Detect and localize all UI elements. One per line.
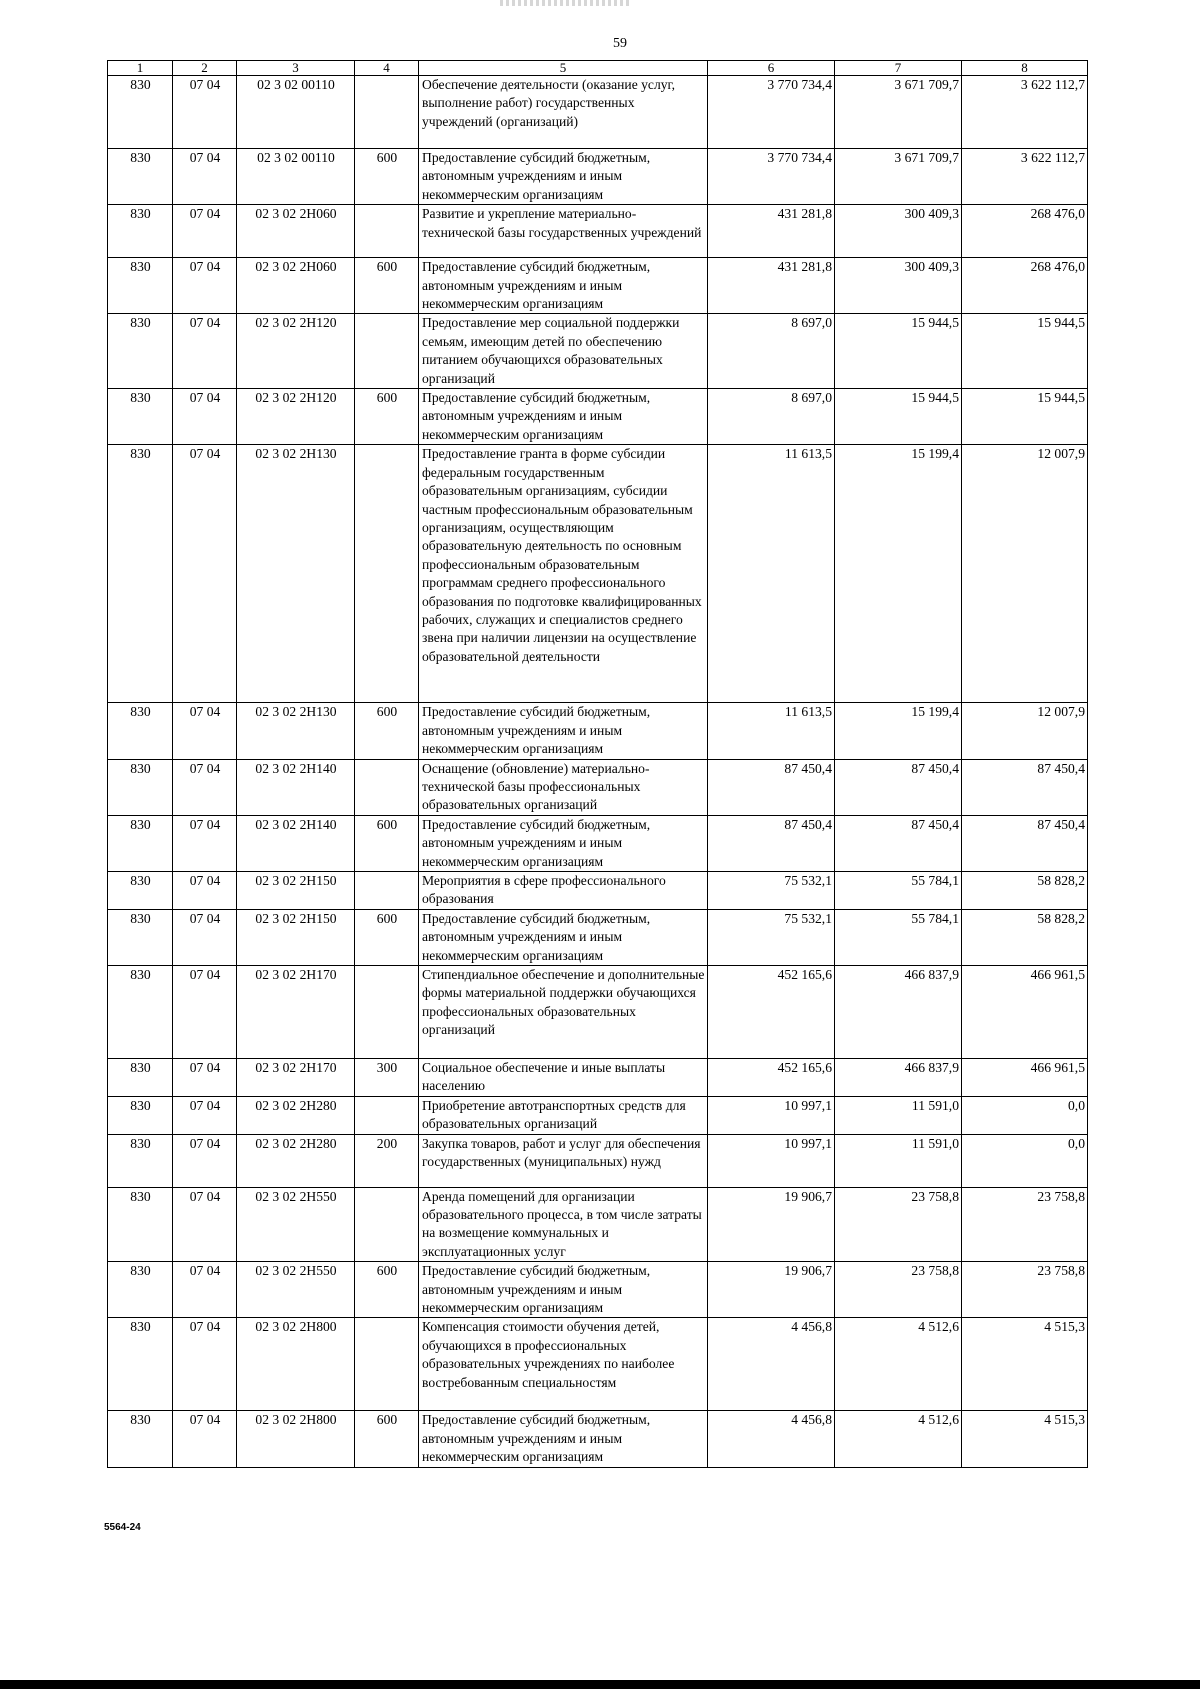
table-row <box>108 258 1088 314</box>
expense-type-cell <box>355 965 419 1058</box>
expense-type-cell: 600 <box>355 703 419 759</box>
amount-cell: 268 476,0 <box>962 205 1088 258</box>
code-cell: 830 <box>108 258 173 314</box>
amount-cell: 55 784,1 <box>835 871 962 909</box>
section-cell: 07 04 <box>173 1096 237 1134</box>
table-row <box>108 1411 1088 1467</box>
amount-cell: 12 007,9 <box>962 703 1088 759</box>
amount-cell: 11 613,5 <box>708 445 835 703</box>
description-cell: Оснащение (обновление) материально-технической базы профессиональных образовательных организаций <box>419 759 708 815</box>
table-row <box>108 759 1088 815</box>
column-header: 7 <box>835 61 962 76</box>
amount-cell: 466 837,9 <box>835 965 962 1058</box>
table-row <box>108 703 1088 759</box>
budget-table <box>107 60 1088 1468</box>
amount-cell: 268 476,0 <box>962 258 1088 314</box>
amount-cell: 10 997,1 <box>708 1096 835 1134</box>
amount-cell: 23 758,8 <box>835 1187 962 1262</box>
target-code-cell: 02 3 02 2Н150 <box>237 871 355 909</box>
section-cell: 07 04 <box>173 871 237 909</box>
amount-cell: 300 409,3 <box>835 258 962 314</box>
amount-cell: 87 450,4 <box>708 815 835 871</box>
section-cell: 07 04 <box>173 1318 237 1411</box>
section-cell: 07 04 <box>173 258 237 314</box>
description-cell: Предоставление субсидий бюджетным, автономным учреждениям и иным некоммерческим организациям <box>419 1411 708 1467</box>
section-cell: 07 04 <box>173 703 237 759</box>
expense-type-cell <box>355 871 419 909</box>
column-header: 1 <box>108 61 173 76</box>
amount-cell: 3 622 112,7 <box>962 76 1088 149</box>
section-cell: 07 04 <box>173 76 237 149</box>
table-row <box>108 76 1088 149</box>
amount-cell: 87 450,4 <box>708 759 835 815</box>
amount-cell: 23 758,8 <box>835 1262 962 1318</box>
description-cell: Стипендиальное обеспечение и дополнительные формы материальной поддержки обучающихся профессиональных образовательных организаций <box>419 965 708 1058</box>
column-header: 5 <box>419 61 708 76</box>
amount-cell: 466 837,9 <box>835 1058 962 1096</box>
target-code-cell: 02 3 02 2Н550 <box>237 1262 355 1318</box>
description-cell: Предоставление гранта в форме субсидии федеральным государственным образовательным организациям, субсидии частным профессиональным образовательным организациям, осуществляющим образовательную деятельность по основным профессиональным образовательным программам среднего профессионального образования по подготовке квалифицированных рабочих, служащих и специалистов среднего звена при наличии лицензии на осуществление образовательной деятельности <box>419 445 708 703</box>
expense-type-cell: 600 <box>355 258 419 314</box>
amount-cell: 15 944,5 <box>835 314 962 389</box>
expense-type-cell <box>355 759 419 815</box>
amount-cell: 4 515,3 <box>962 1318 1088 1411</box>
amount-cell: 58 828,2 <box>962 871 1088 909</box>
amount-cell: 23 758,8 <box>962 1262 1088 1318</box>
code-cell: 830 <box>108 1187 173 1262</box>
section-cell: 07 04 <box>173 1134 237 1187</box>
target-code-cell: 02 3 02 00110 <box>237 76 355 149</box>
amount-cell: 11 591,0 <box>835 1134 962 1187</box>
table-row <box>108 1318 1088 1411</box>
description-cell: Предоставление субсидий бюджетным, автономным учреждениям и иным некоммерческим организациям <box>419 1262 708 1318</box>
expense-type-cell: 300 <box>355 1058 419 1096</box>
amount-cell: 23 758,8 <box>962 1187 1088 1262</box>
amount-cell: 87 450,4 <box>835 815 962 871</box>
table-row <box>108 815 1088 871</box>
table-row <box>108 205 1088 258</box>
target-code-cell: 02 3 02 2Н170 <box>237 965 355 1058</box>
target-code-cell: 02 3 02 2Н130 <box>237 703 355 759</box>
expense-type-cell <box>355 1318 419 1411</box>
scan-border <box>0 1680 1200 1689</box>
target-code-cell: 02 3 02 2Н120 <box>237 314 355 389</box>
amount-cell: 11 613,5 <box>708 703 835 759</box>
amount-cell: 4 456,8 <box>708 1411 835 1467</box>
section-cell: 07 04 <box>173 205 237 258</box>
description-cell: Предоставление субсидий бюджетным, автономным учреждениям и иным некоммерческим организациям <box>419 389 708 445</box>
amount-cell: 87 450,4 <box>835 759 962 815</box>
amount-cell: 4 515,3 <box>962 1411 1088 1467</box>
target-code-cell: 02 3 02 2Н280 <box>237 1096 355 1134</box>
column-header: 4 <box>355 61 419 76</box>
amount-cell: 0,0 <box>962 1134 1088 1187</box>
amount-cell: 452 165,6 <box>708 965 835 1058</box>
table-row <box>108 149 1088 205</box>
amount-cell: 466 961,5 <box>962 965 1088 1058</box>
amount-cell: 431 281,8 <box>708 258 835 314</box>
table-row <box>108 871 1088 909</box>
expense-type-cell: 600 <box>355 1411 419 1467</box>
target-code-cell: 02 3 02 2Н140 <box>237 759 355 815</box>
amount-cell: 4 512,6 <box>835 1411 962 1467</box>
amount-cell: 300 409,3 <box>835 205 962 258</box>
description-cell: Аренда помещений для организации образовательного процесса, в том числе затраты на возмещение коммунальных и эксплуатационных услуг <box>419 1187 708 1262</box>
code-cell: 830 <box>108 909 173 965</box>
code-cell: 830 <box>108 815 173 871</box>
amount-cell: 19 906,7 <box>708 1187 835 1262</box>
code-cell: 830 <box>108 1058 173 1096</box>
amount-cell: 15 199,4 <box>835 703 962 759</box>
table-row <box>108 1187 1088 1262</box>
expense-type-cell: 600 <box>355 1262 419 1318</box>
section-cell: 07 04 <box>173 815 237 871</box>
expense-type-cell: 600 <box>355 815 419 871</box>
column-header: 3 <box>237 61 355 76</box>
amount-cell: 8 697,0 <box>708 389 835 445</box>
expense-type-cell <box>355 205 419 258</box>
description-cell: Предоставление субсидий бюджетным, автономным учреждениям и иным некоммерческим организациям <box>419 703 708 759</box>
description-cell: Предоставление субсидий бюджетным, автономным учреждениям и иным некоммерческим организациям <box>419 149 708 205</box>
table-row <box>108 389 1088 445</box>
target-code-cell: 02 3 02 2Н280 <box>237 1134 355 1187</box>
expense-type-cell <box>355 1096 419 1134</box>
code-cell: 830 <box>108 759 173 815</box>
target-code-cell: 02 3 02 2Н170 <box>237 1058 355 1096</box>
description-cell: Социальное обеспечение и иные выплаты населению <box>419 1058 708 1096</box>
code-cell: 830 <box>108 871 173 909</box>
description-cell: Мероприятия в сфере профессионального образования <box>419 871 708 909</box>
target-code-cell: 02 3 02 2Н800 <box>237 1411 355 1467</box>
amount-cell: 15 199,4 <box>835 445 962 703</box>
table-row <box>108 1096 1088 1134</box>
code-cell: 830 <box>108 314 173 389</box>
target-code-cell: 02 3 02 2Н120 <box>237 389 355 445</box>
table-row <box>108 909 1088 965</box>
table-row <box>108 1134 1088 1187</box>
amount-cell: 15 944,5 <box>835 389 962 445</box>
table-row <box>108 1262 1088 1318</box>
amount-cell: 3 770 734,4 <box>708 149 835 205</box>
code-cell: 830 <box>108 1411 173 1467</box>
column-header: 2 <box>173 61 237 76</box>
amount-cell: 0,0 <box>962 1096 1088 1134</box>
amount-cell: 87 450,4 <box>962 759 1088 815</box>
expense-type-cell: 600 <box>355 149 419 205</box>
target-code-cell: 02 3 02 2Н150 <box>237 909 355 965</box>
description-cell: Предоставление субсидий бюджетным, автономным учреждениям и иным некоммерческим организациям <box>419 815 708 871</box>
code-cell: 830 <box>108 1262 173 1318</box>
section-cell: 07 04 <box>173 1262 237 1318</box>
table-body <box>108 76 1088 1468</box>
code-cell: 830 <box>108 389 173 445</box>
amount-cell: 3 671 709,7 <box>835 149 962 205</box>
description-cell: Приобретение автотранспортных средств для образовательных организаций <box>419 1096 708 1134</box>
section-cell: 07 04 <box>173 1411 237 1467</box>
amount-cell: 452 165,6 <box>708 1058 835 1096</box>
section-cell: 07 04 <box>173 149 237 205</box>
section-cell: 07 04 <box>173 314 237 389</box>
target-code-cell: 02 3 02 2Н060 <box>237 205 355 258</box>
expense-type-cell <box>355 1187 419 1262</box>
code-cell: 830 <box>108 76 173 149</box>
amount-cell: 431 281,8 <box>708 205 835 258</box>
description-cell: Предоставление субсидий бюджетным, автономным учреждениям и иным некоммерческим организациям <box>419 258 708 314</box>
section-cell: 07 04 <box>173 759 237 815</box>
section-cell: 07 04 <box>173 445 237 703</box>
amount-cell: 55 784,1 <box>835 909 962 965</box>
amount-cell: 4 512,6 <box>835 1318 962 1411</box>
table-row <box>108 965 1088 1058</box>
expense-type-cell: 200 <box>355 1134 419 1187</box>
amount-cell: 3 770 734,4 <box>708 76 835 149</box>
code-cell: 830 <box>108 445 173 703</box>
column-header: 8 <box>962 61 1088 76</box>
description-cell: Предоставление субсидий бюджетным, автономным учреждениям и иным некоммерческим организациям <box>419 909 708 965</box>
target-code-cell: 02 3 02 2Н140 <box>237 815 355 871</box>
expense-type-cell <box>355 76 419 149</box>
code-cell: 830 <box>108 149 173 205</box>
description-cell: Компенсация стоимости обучения детей, обучающихся в профессиональных образовательных учреждениях по наиболее востребованным специальностям <box>419 1318 708 1411</box>
amount-cell: 87 450,4 <box>962 815 1088 871</box>
amount-cell: 11 591,0 <box>835 1096 962 1134</box>
amount-cell: 10 997,1 <box>708 1134 835 1187</box>
expense-type-cell <box>355 314 419 389</box>
amount-cell: 3 671 709,7 <box>835 76 962 149</box>
target-code-cell: 02 3 02 2Н800 <box>237 1318 355 1411</box>
amount-cell: 15 944,5 <box>962 314 1088 389</box>
expense-type-cell: 600 <box>355 909 419 965</box>
amount-cell: 75 532,1 <box>708 909 835 965</box>
target-code-cell: 02 3 02 00110 <box>237 149 355 205</box>
scan-artifact <box>500 0 630 6</box>
amount-cell: 466 961,5 <box>962 1058 1088 1096</box>
table-header <box>108 61 1088 76</box>
document-number: 5564-24 <box>104 1522 141 1533</box>
table-row <box>108 314 1088 389</box>
code-cell: 830 <box>108 1318 173 1411</box>
amount-cell: 3 622 112,7 <box>962 149 1088 205</box>
expense-type-cell: 600 <box>355 389 419 445</box>
table-row <box>108 445 1088 703</box>
section-cell: 07 04 <box>173 1187 237 1262</box>
amount-cell: 58 828,2 <box>962 909 1088 965</box>
amount-cell: 75 532,1 <box>708 871 835 909</box>
page-number: 59 <box>613 36 627 51</box>
description-cell: Развитие и укрепление материально-технической базы государственных учреждений <box>419 205 708 258</box>
description-cell: Предоставление мер социальной поддержки семьям, имеющим детей по обеспечению питанием обучающихся образовательных организаций <box>419 314 708 389</box>
amount-cell: 15 944,5 <box>962 389 1088 445</box>
code-cell: 830 <box>108 1096 173 1134</box>
column-header: 6 <box>708 61 835 76</box>
expense-type-cell <box>355 445 419 703</box>
target-code-cell: 02 3 02 2Н130 <box>237 445 355 703</box>
code-cell: 830 <box>108 1134 173 1187</box>
section-cell: 07 04 <box>173 1058 237 1096</box>
code-cell: 830 <box>108 703 173 759</box>
amount-cell: 12 007,9 <box>962 445 1088 703</box>
amount-cell: 8 697,0 <box>708 314 835 389</box>
target-code-cell: 02 3 02 2Н060 <box>237 258 355 314</box>
code-cell: 830 <box>108 205 173 258</box>
code-cell: 830 <box>108 965 173 1058</box>
amount-cell: 19 906,7 <box>708 1262 835 1318</box>
table-row <box>108 1058 1088 1096</box>
section-cell: 07 04 <box>173 389 237 445</box>
section-cell: 07 04 <box>173 909 237 965</box>
target-code-cell: 02 3 02 2Н550 <box>237 1187 355 1262</box>
description-cell: Обеспечение деятельности (оказание услуг, выполнение работ) государственных учреждений (организаций) <box>419 76 708 149</box>
description-cell: Закупка товаров, работ и услуг для обеспечения государственных (муниципальных) нужд <box>419 1134 708 1187</box>
amount-cell: 4 456,8 <box>708 1318 835 1411</box>
section-cell: 07 04 <box>173 965 237 1058</box>
